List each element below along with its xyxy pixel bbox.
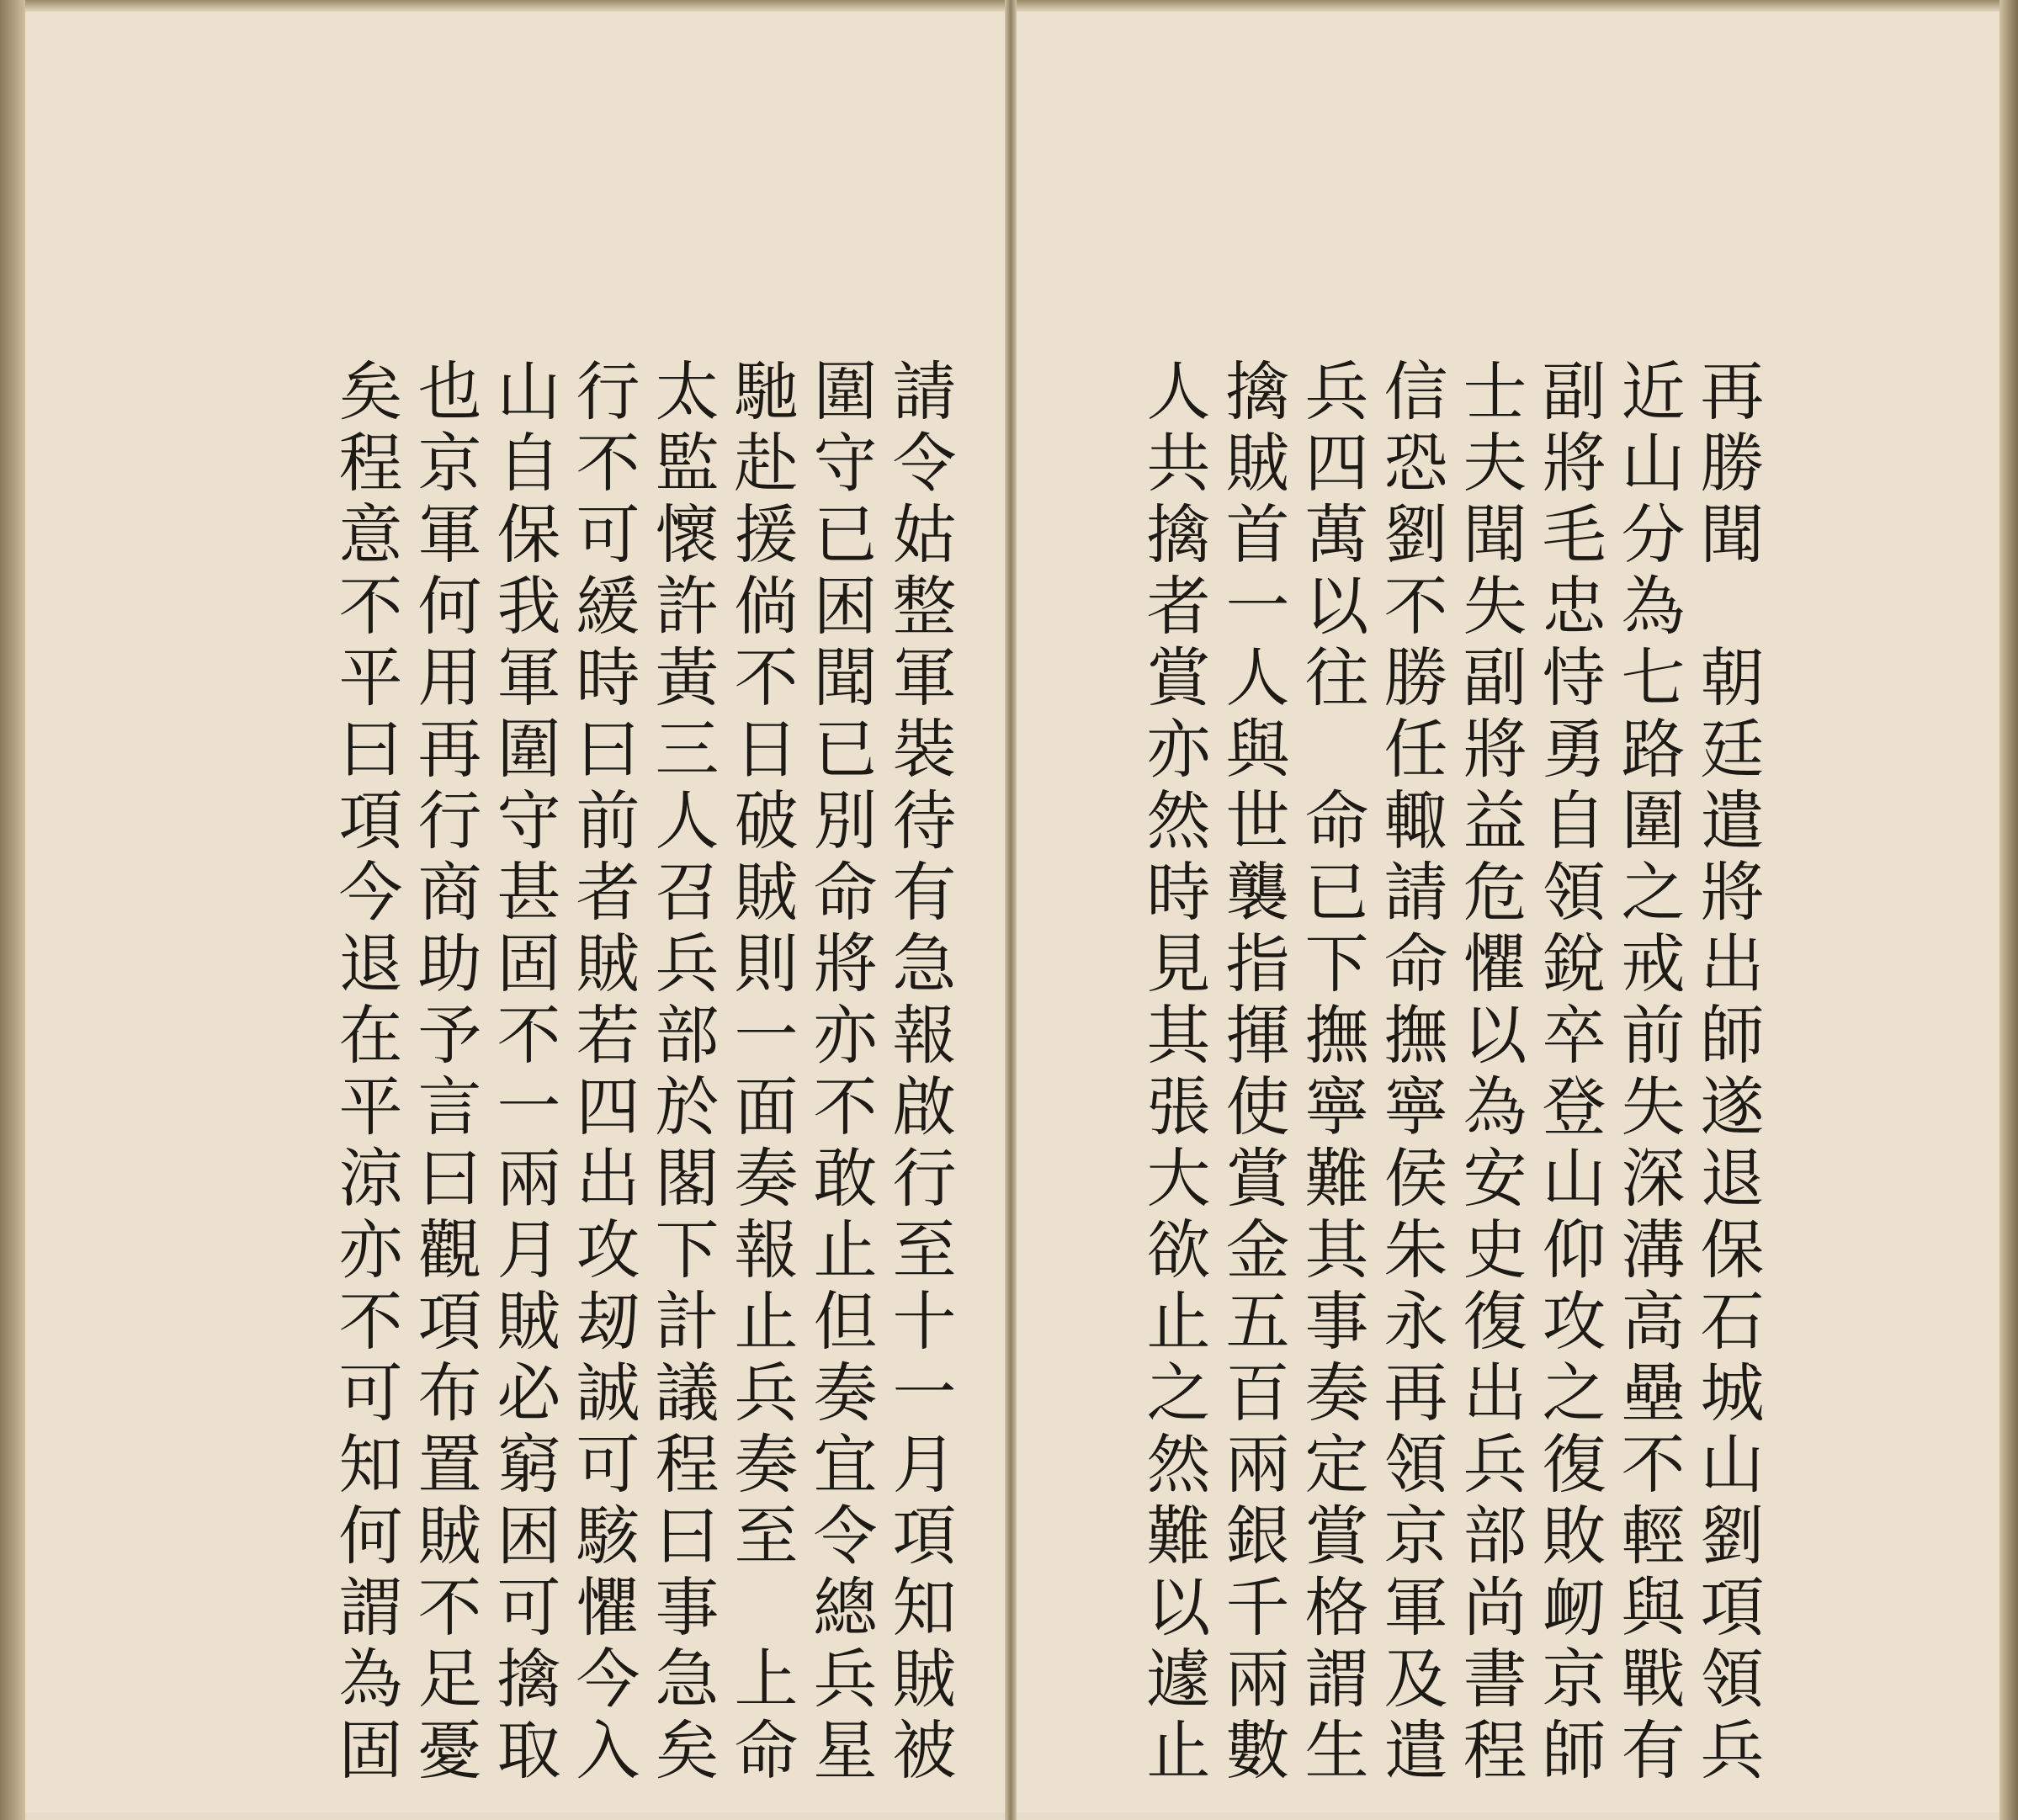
- left-page-column-7: [402, 358, 486, 1788]
- left-page-column-8: [323, 358, 407, 1788]
- column-text: 擒賊首一人與世襲指揮使賞金五百兩銀千兩數: [1215, 358, 1290, 1788]
- right-page-column-7: [1210, 358, 1294, 1788]
- left-page-column-6: [481, 358, 566, 1788]
- column-text: 山自保我軍圍守甚固不一兩月賊必窮困可擒取: [486, 358, 561, 1788]
- column-text: 圍守已困聞已別命將亦不敢止但奏宜令總兵星: [803, 358, 878, 1788]
- book-right-edge: [1999, 0, 2018, 1820]
- right-page-column-8: [1131, 358, 1215, 1788]
- column-text: 士夫聞失副將益危懼以為安史復出兵部尚書程: [1452, 358, 1527, 1788]
- right-page-column-4: [1447, 358, 1532, 1788]
- left-page-column-5: [560, 358, 645, 1788]
- column-text: 太監懷許黃三人召兵部於閣下計議程曰事急矣: [645, 358, 720, 1788]
- book-gutter: [1005, 0, 1017, 1820]
- column-text: 請令姑整軍裝待有急報啟行至十一月項知賊被: [882, 358, 957, 1788]
- right-page-column-2: [1606, 358, 1690, 1788]
- left-page-column-2: [798, 358, 882, 1788]
- book-left-edge: [0, 0, 25, 1820]
- right-page-column-5: [1368, 358, 1452, 1788]
- column-text: 信恐劉不勝任輙請命撫寧侯朱永再領京軍及遣: [1373, 358, 1448, 1788]
- column-text: 再勝聞 朝廷遣將出師遂退保石城山劉項領兵: [1690, 358, 1765, 1788]
- column-text: 行不可緩時曰前者賊若四出攻刼誠可駭懼今入: [566, 358, 640, 1788]
- right-page-column-3: [1527, 358, 1611, 1788]
- column-text: 也京軍何用再行商助予言曰觀項布置賊不足憂: [407, 358, 482, 1788]
- column-text: 人共擒者賞亦然時見其張大欲止之然難以遽止: [1136, 358, 1211, 1788]
- left-page-column-4: [640, 358, 724, 1788]
- left-page-column-3: [719, 358, 803, 1788]
- column-text: 副將毛忠恃勇自領銳卒登山仰攻之復敗衂京師: [1532, 358, 1606, 1788]
- right-page-column-1: [1685, 358, 1769, 1788]
- column-text: 矣程意不平曰項今退在平涼亦不可知何謂為固: [328, 358, 403, 1788]
- left-page-column-1: [877, 358, 961, 1788]
- column-text: 兵四萬以往 命已下撫寧難其事奏定賞格謂生: [1294, 358, 1369, 1788]
- column-text: 近山分為七路圍之戒前失深溝高壘不輕與戰有: [1611, 358, 1686, 1788]
- column-text: 馳赴援倘不日破賊則一面奏報止兵奏至 上命: [724, 358, 799, 1788]
- right-page-column-6: [1289, 358, 1373, 1788]
